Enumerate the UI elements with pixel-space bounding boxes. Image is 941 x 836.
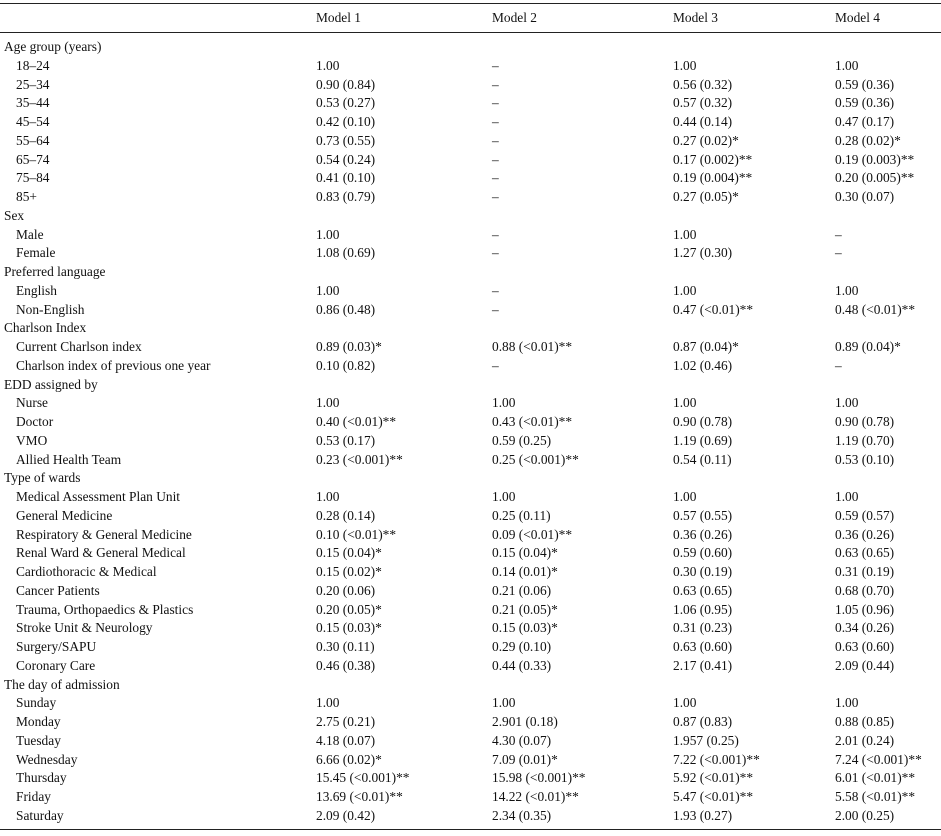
row-label: Monday [16,714,61,729]
table-row [0,168,941,187]
model-3-value: 7.22 (<0.001)** [673,751,760,767]
model-4-value: 1.00 [835,489,859,504]
model-3-value: 0.87 (0.04)* [673,339,739,354]
model-2-value: 0.15 (0.04)* [492,545,558,561]
row-label: 45–54 [16,114,50,129]
model-3-value: 1.00 [673,57,697,73]
section-label: Type of wards [4,470,81,486]
model-3-value: 0.17 (0.002)** [673,151,753,167]
model-1-value: 0.15 (0.02)* [316,564,382,579]
model-2-value: 0.43 (<0.01)** [492,414,573,429]
model-3-value: 0.57 (0.32) [673,95,733,111]
model-4-value: – [835,245,842,261]
table-row [0,693,941,712]
row-label: Thursday [16,770,67,786]
model-3-value: 0.30 (0.19) [673,564,733,579]
row-label: Stroke Unit & Neurology [16,620,153,636]
row-label: 25–34 [16,76,50,92]
table-row [0,412,941,431]
table-row [0,187,941,206]
model-3-value: 0.27 (0.02)* [673,132,739,148]
row-label: Wednesday [16,751,78,767]
model-2-value: 0.09 (<0.01)** [492,526,573,542]
header-model-1: Model 1 [316,10,362,25]
table-row [0,131,941,150]
model-1-value: 0.10 (<0.01)** [316,526,397,542]
model-1-value: 15.45 (<0.001)** [316,770,410,786]
section-row [0,468,941,487]
model-1-value: 1.00 [316,282,340,298]
model-4-value: 1.00 [835,57,859,73]
model-3-value: 0.54 (0.11) [673,451,732,467]
row-label: Female [16,245,56,261]
model-1-value: 0.20 (0.05)* [316,601,382,617]
row-label: 18–24 [16,57,50,73]
model-3-value: 1.02 (0.46) [673,357,733,373]
model-1-value: 0.46 (0.38) [316,657,376,673]
model-2-value: 0.59 (0.25) [492,432,552,448]
model-1-value: 2.09 (0.42) [316,807,376,823]
model-2-value: – [492,114,499,129]
model-4-value: 2.00 (0.25) [835,807,895,823]
model-2-value: – [492,76,499,92]
model-1-value: 1.00 [316,395,340,411]
model-2-value: 0.15 (0.03)* [492,620,558,636]
model-3-value: 1.19 (0.69) [673,432,733,448]
model-4-value: 0.20 (0.005)** [835,170,915,186]
table-row [0,750,941,769]
row-label: VMO [16,432,48,448]
row-label: Male [16,226,44,242]
model-3-value: 1.957 (0.25) [673,732,739,748]
header-model-3: Model 3 [673,10,719,25]
model-3-value: 2.17 (0.41) [673,657,733,673]
row-label: Coronary Care [16,657,96,673]
row-label: Surgery/SAPU [16,639,97,654]
row-label: General Medicine [16,507,113,523]
model-4-value: 5.58 (<0.01)** [835,789,916,804]
model-3-value: 0.44 (0.14) [673,114,733,129]
row-label: Allied Health Team [16,451,122,467]
model-1-value: 1.00 [316,57,340,73]
table-row [0,712,941,731]
model-2-value: 4.30 (0.07) [492,732,552,748]
model-1-value: 1.00 [316,489,340,504]
section-label: The day of admission [4,676,120,692]
table-row [0,618,941,637]
model-3-value: 0.27 (0.05)* [673,189,739,204]
model-4-value: 0.28 (0.02)* [835,132,901,148]
model-4-value: 0.90 (0.78) [835,414,895,429]
model-1-value: 0.15 (0.04)* [316,545,382,561]
model-3-value: 5.47 (<0.01)** [673,789,754,804]
model-3-value: 0.56 (0.32) [673,76,733,92]
model-2-value: – [492,282,499,298]
model-1-value: 6.66 (0.02)* [316,751,382,767]
model-2-value: – [492,132,499,148]
bottom-rule [0,829,941,830]
model-2-value: 0.25 (<0.001)** [492,451,579,467]
row-label: Doctor [16,414,54,429]
section-row [0,37,941,56]
model-4-value: 0.19 (0.003)** [835,151,915,167]
row-label: Medical Assessment Plan Unit [16,489,181,504]
model-1-value: 2.75 (0.21) [316,714,376,729]
model-2-value: 0.25 (0.11) [492,507,551,523]
model-1-value: 0.30 (0.11) [316,639,375,654]
model-1-value: 4.18 (0.07) [316,732,376,748]
model-4-value: 0.30 (0.07) [835,189,895,204]
model-3-value: 0.63 (0.65) [673,582,733,598]
row-label: Saturday [16,807,64,823]
model-3-value: 5.92 (<0.01)** [673,770,754,786]
table-row [0,787,941,806]
model-3-value: 0.19 (0.004)** [673,170,753,186]
table-row [0,75,941,94]
model-2-value: – [492,170,499,186]
model-4-value: 0.59 (0.57) [835,507,895,523]
model-1-value: 0.89 (0.03)* [316,339,382,354]
section-row [0,262,941,281]
model-1-value: 0.86 (0.48) [316,301,376,317]
model-4-value: 2.09 (0.44) [835,657,895,673]
model-4-value: 0.36 (0.26) [835,526,895,542]
table-row [0,243,941,262]
table-row [0,112,941,131]
model-1-value: 0.10 (0.82) [316,357,376,373]
table-row [0,337,941,356]
row-label: Friday [16,789,51,804]
model-2-value: 1.00 [492,489,516,504]
model-1-value: 1.08 (0.69) [316,245,376,261]
table-row [0,637,941,656]
model-1-value: 0.41 (0.10) [316,170,376,186]
row-label: 65–74 [16,151,50,167]
section-label: Sex [4,207,25,223]
row-label: Nurse [16,395,48,411]
model-3-value: 0.90 (0.78) [673,414,733,429]
model-4-value: 0.59 (0.36) [835,95,895,111]
model-3-value: 1.06 (0.95) [673,601,733,617]
model-4-value: 6.01 (<0.01)** [835,770,916,786]
section-label: EDD assigned by [4,376,98,392]
section-label: Charlson Index [4,320,87,336]
model-2-value: 1.00 [492,395,516,411]
model-1-value: 0.20 (0.06) [316,582,376,598]
model-3-value: 1.27 (0.30) [673,245,733,261]
model-1-value: 0.73 (0.55) [316,132,376,148]
model-4-value: 0.89 (0.04)* [835,339,901,354]
table-row [0,562,941,581]
section-row [0,318,941,337]
model-2-value: – [492,301,499,317]
model-4-value: 0.68 (0.70) [835,582,895,598]
table-row [0,487,941,506]
model-3-value: 0.31 (0.23) [673,620,733,636]
model-1-value: 0.28 (0.14) [316,507,376,523]
table-row [0,150,941,169]
model-2-value: 0.21 (0.05)* [492,601,558,617]
table-row [0,768,941,787]
model-3-value: 0.63 (0.60) [673,639,733,654]
row-label: 85+ [16,189,37,204]
model-3-value: 1.00 [673,489,697,504]
model-2-value: 15.98 (<0.001)** [492,770,586,786]
model-4-value: 1.05 (0.96) [835,601,895,617]
model-3-value: 0.59 (0.60) [673,545,733,561]
table-row [0,281,941,300]
model-2-value: 2.34 (0.35) [492,807,552,823]
model-1-value: 1.00 [316,695,340,711]
model-4-value: – [835,226,842,242]
table-row [0,225,941,244]
section-label: Preferred language [4,264,106,279]
model-2-value: 14.22 (<0.01)** [492,789,579,804]
row-label: 35–44 [16,95,50,111]
table-row [0,600,941,619]
model-3-value: 1.00 [673,282,697,298]
model-2-value: 2.901 (0.18) [492,714,558,729]
model-2-value: 0.21 (0.06) [492,582,552,598]
table-row [0,56,941,75]
section-row [0,675,941,694]
model-1-value: 0.53 (0.17) [316,432,376,448]
section-row [0,375,941,394]
model-1-value: 0.42 (0.10) [316,114,376,129]
table-row [0,450,941,469]
table-row [0,656,941,675]
model-4-value: 0.59 (0.36) [835,76,895,92]
model-1-value: 0.54 (0.24) [316,151,376,167]
model-2-value: 0.29 (0.10) [492,639,552,654]
table-row [0,806,941,825]
model-1-value: 0.90 (0.84) [316,76,376,92]
model-2-value: – [492,151,499,167]
model-4-value: 2.01 (0.24) [835,732,895,748]
table-row [0,393,941,412]
model-4-value: 1.19 (0.70) [835,432,895,448]
model-3-value: 1.00 [673,395,697,411]
row-label: English [16,282,57,298]
model-2-value: 1.00 [492,695,516,711]
table-row [0,506,941,525]
row-label: Cardiothoracic & Medical [16,564,157,579]
model-2-value: – [492,357,499,373]
row-label: Sunday [16,695,57,711]
model-4-value: 1.00 [835,695,859,711]
model-4-value: 1.00 [835,282,859,298]
model-2-value: – [492,57,499,73]
row-label: Non-English [16,301,85,317]
model-4-value: 0.88 (0.85) [835,714,895,729]
model-4-value: 0.53 (0.10) [835,451,895,467]
row-label: 75–84 [16,170,50,186]
section-label: Age group (years) [4,39,102,54]
model-1-value: 0.40 (<0.01)** [316,414,397,429]
table-row [0,431,941,450]
table-row [0,356,941,375]
section-row [0,206,941,225]
model-4-value: 7.24 (<0.001)** [835,751,922,767]
row-label: Renal Ward & General Medical [16,545,186,561]
model-2-value: 0.14 (0.01)* [492,564,558,579]
model-1-value: 13.69 (<0.01)** [316,789,403,804]
model-3-value: 1.00 [673,226,697,242]
header-model-4: Model 4 [835,10,881,25]
row-label: Trauma, Orthopaedics & Plastics [16,601,194,617]
model-1-value: 0.23 (<0.001)** [316,451,403,467]
header-rule [0,32,941,33]
model-4-value: 0.63 (0.65) [835,545,895,561]
row-label: Cancer Patients [16,582,100,598]
model-2-value: 7.09 (0.01)* [492,751,558,767]
model-2-value: – [492,189,499,204]
model-4-value: 0.47 (0.17) [835,114,895,129]
header-model-2: Model 2 [492,10,538,25]
model-2-value: – [492,245,499,261]
model-4-value: 0.31 (0.19) [835,564,895,579]
model-1-value: 1.00 [316,226,340,242]
row-label: Respiratory & General Medicine [16,526,192,542]
row-label: Current Charlson index [16,339,142,354]
model-3-value: 1.93 (0.27) [673,807,733,823]
table-row [0,93,941,112]
row-label: 55–64 [16,132,50,148]
table-header-row [0,8,941,27]
top-rule [0,3,941,4]
model-1-value: 0.83 (0.79) [316,189,376,204]
table-row [0,731,941,750]
model-4-value: 0.48 (<0.01)** [835,301,916,317]
model-2-value: 0.88 (<0.01)** [492,339,573,354]
table-row [0,543,941,562]
model-3-value: 0.47 (<0.01)** [673,301,754,317]
row-label: Tuesday [16,732,61,748]
model-3-value: 0.87 (0.83) [673,714,733,729]
model-1-value: 0.53 (0.27) [316,95,376,111]
model-2-value: – [492,95,499,111]
model-4-value: – [835,357,842,373]
model-4-value: 1.00 [835,395,859,411]
model-3-value: 1.00 [673,695,697,711]
model-4-value: 0.63 (0.60) [835,639,895,654]
model-2-value: – [492,226,499,242]
model-2-value: 0.44 (0.33) [492,657,552,673]
model-3-value: 0.36 (0.26) [673,526,733,542]
row-label: Charlson index of previous one year [16,357,211,373]
model-4-value: 0.34 (0.26) [835,620,895,636]
table-row [0,300,941,319]
table-row [0,525,941,544]
model-1-value: 0.15 (0.03)* [316,620,382,636]
model-3-value: 0.57 (0.55) [673,507,733,523]
table-row [0,581,941,600]
